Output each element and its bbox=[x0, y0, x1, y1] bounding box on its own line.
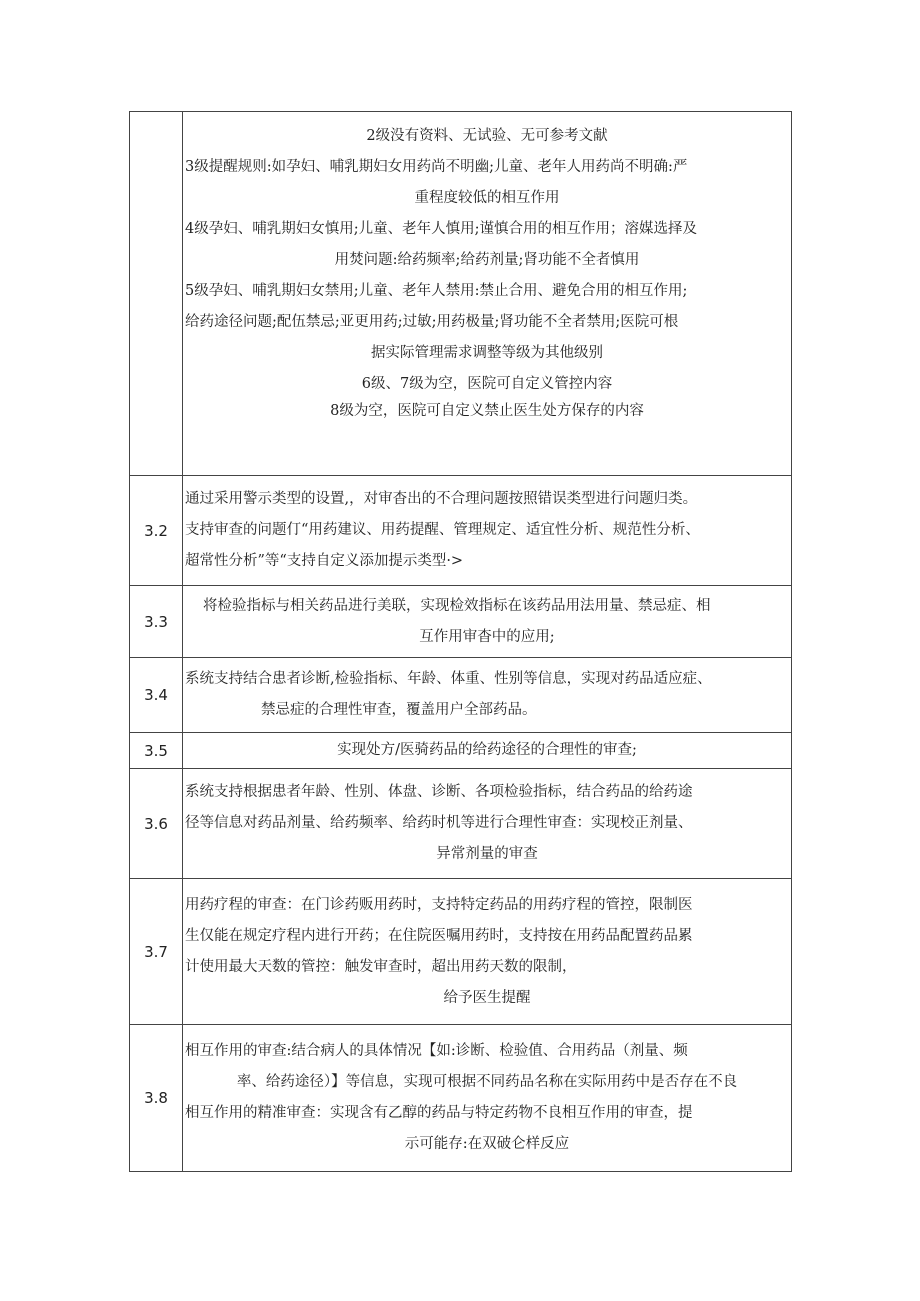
text-line: 生仅能在规定疗程内进行开药；在住院医嘱用药时，支持按在用药品配置药品累 bbox=[185, 927, 693, 944]
text-line: 用焚问题:给药频率;给药剂量;肾功能不全者慎用 bbox=[334, 252, 640, 268]
text-line: 异常剂量的审查 bbox=[436, 846, 538, 862]
text-line: 据实际管理需求调整等级为其他级别 bbox=[371, 345, 603, 361]
row-number bbox=[130, 112, 183, 476]
text-line: 8级为空，医院可自定义禁止医生处方保存的内容 bbox=[330, 403, 644, 419]
text-line: 禁忌症的合理性审查，覆盖用户全部药品。 bbox=[261, 702, 537, 718]
table-row bbox=[130, 769, 792, 879]
text-line: 超常性分析”等“支持自定义添加提示类型·> bbox=[185, 553, 464, 569]
text-line: 将检验指标与相关药品进行美联，实现检效指标在该药品用法用量、禁忌症、相 bbox=[203, 597, 711, 614]
table-row bbox=[130, 1025, 792, 1172]
table-row bbox=[130, 586, 792, 658]
row-number: 3.3 bbox=[130, 586, 183, 658]
table-row bbox=[130, 733, 792, 769]
row-number: 3.2 bbox=[130, 476, 183, 586]
text-line: 实现处方/医骑药品的给药途径的合理性的审查; bbox=[337, 742, 637, 758]
text-line: 4级孕妇、哺乳期妇女慎用;儿童、老年人慎用;谨慎合用的相互作用；溶媒选择及 bbox=[185, 221, 697, 237]
text-line: 系统支持根据患者年龄、性别、体盘、诊断、各项检验指标，结合药品的给药途 bbox=[185, 784, 693, 800]
row-number: 3.5 bbox=[130, 733, 183, 769]
text-line: 6级、7级为空，医院可自定义管控内容 bbox=[361, 376, 613, 392]
table-row bbox=[130, 112, 792, 476]
row-number: 3.4 bbox=[130, 658, 183, 733]
text-line: 径等信息对药品剂量、给药频率、给药时机等进行合理性审查：实现校正剂量、 bbox=[185, 815, 693, 831]
table-row bbox=[130, 879, 792, 1025]
text-line: 系统支持结合患者诊断,检验指标、年龄、体重、性别等信息，实现对药品适应症、 bbox=[185, 671, 712, 687]
text-line: 互作用审杳中的应用; bbox=[419, 628, 555, 645]
text-line: 2级没有资料、无试验、无可参考文献 bbox=[366, 128, 608, 144]
text-line: 相互作用的审查:结合病人的具体情况【如:诊断、检验值、合用药品（剂量、频 bbox=[185, 1043, 688, 1059]
text-line: 重程度较低的相互作用 bbox=[414, 190, 560, 206]
row-number: 3.8 bbox=[130, 1025, 183, 1172]
row-content bbox=[183, 879, 792, 1025]
text-line: 支持审查的问题仃“用药建议、用药提醒、管理规定、适宜性分析、规范性分析、 bbox=[185, 522, 700, 538]
row-content bbox=[183, 769, 792, 879]
row-content bbox=[183, 658, 792, 733]
row-number: 3.7 bbox=[130, 879, 183, 1025]
row-content bbox=[183, 112, 792, 476]
text-line: 计使用最大天数的管控：触发审查时，超出用药天数的限制， bbox=[185, 958, 577, 975]
table-row bbox=[130, 476, 792, 586]
row-content bbox=[183, 733, 792, 769]
row-content bbox=[183, 476, 792, 586]
text-line: 相互作用的精准审查：实现含有乙醇的药品与特定药物不良相互作用的审查，提 bbox=[185, 1105, 693, 1121]
requirements-table bbox=[129, 111, 792, 1172]
text-line: 通过采用警示类型的设置,，对审杳出的不合理问题按照错误类型进行问题归类。 bbox=[185, 491, 698, 507]
text-line: 3级提醒规则:如孕妇、哺乳期妇女用药尚不明幽;儿童、老年人用药尚不明确:严 bbox=[185, 159, 688, 175]
row-content bbox=[183, 586, 792, 658]
text-line: 给予医生提醒 bbox=[443, 989, 531, 1006]
text-line: 示可能存:在双破仑样反应 bbox=[404, 1136, 570, 1152]
text-line: 5级孕妇、哺乳期妇女禁用;儿童、老年人禁用:禁止合用、避免合用的相互作用; bbox=[185, 283, 688, 299]
text-line: 用药疗程的审查：在门诊药贩用药时，支持特定药品的用药疗程的管控，限制医 bbox=[185, 896, 693, 913]
row-number: 3.6 bbox=[130, 769, 183, 879]
table-row bbox=[130, 658, 792, 733]
text-line: 率、给药途径）】等信息，实现可根据不同药品名称在实际用药中是否存在不良 bbox=[236, 1074, 738, 1090]
row-content bbox=[183, 1025, 792, 1172]
text-line: 给药途径问题;配伍禁忌;亚更用药;过敏;用药极量;肾功能不全者禁用;医院可根 bbox=[185, 314, 679, 330]
